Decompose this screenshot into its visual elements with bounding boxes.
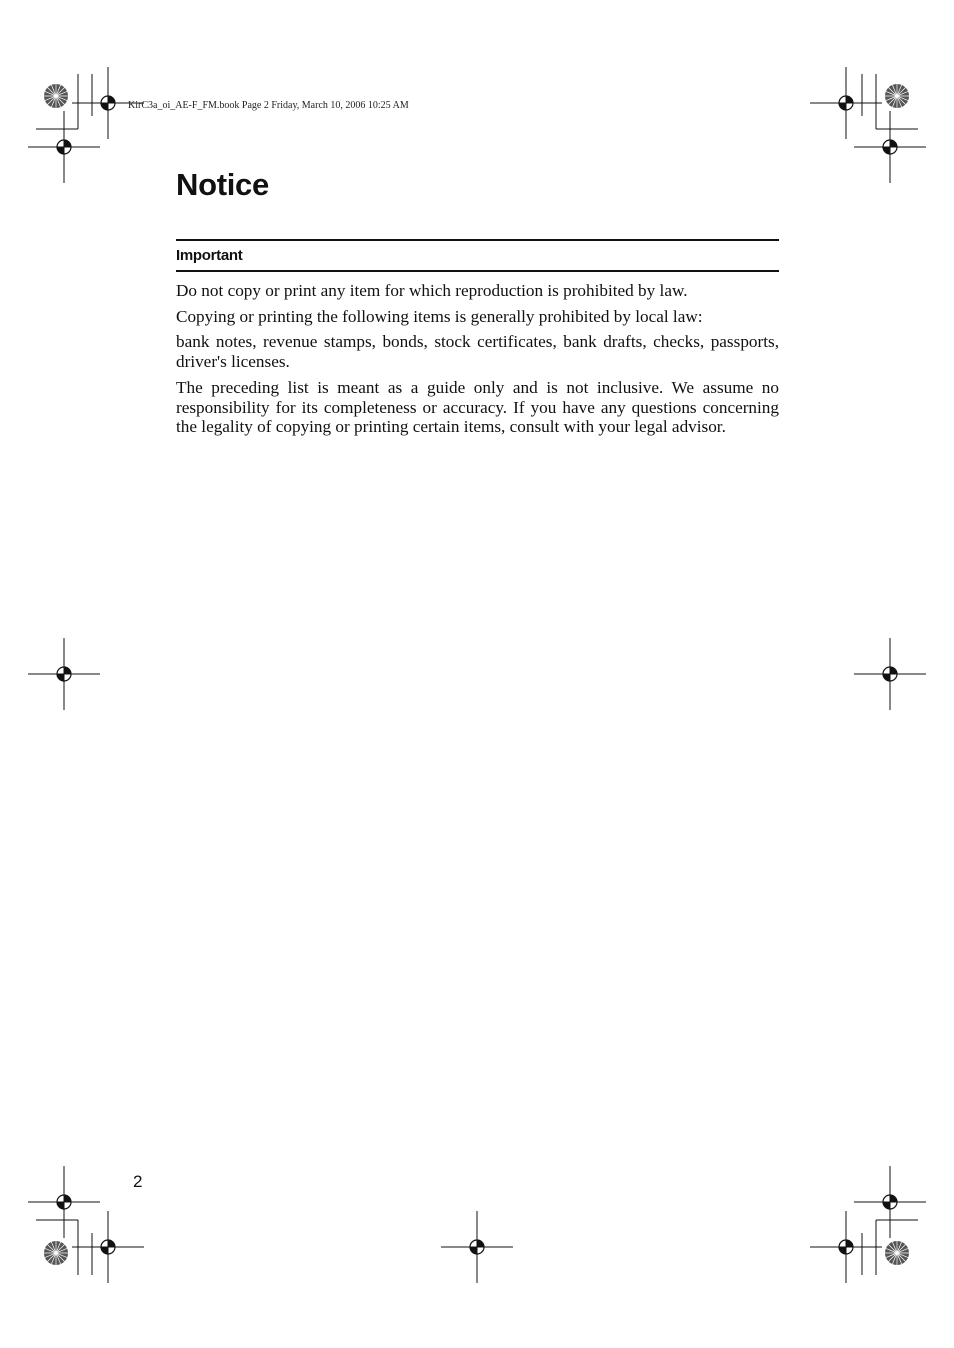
important-label: Important	[176, 247, 243, 264]
registration-mark-top-right	[810, 67, 882, 139]
registration-mark-left-lower	[28, 1166, 100, 1238]
color-wheel-mark-top-right	[885, 84, 909, 108]
important-heading-box	[176, 239, 779, 272]
file-info-header: KirC3a_oi_AE-F_FM.book Page 2 Friday, March 10, 2006 10:25 AM	[128, 100, 409, 111]
registration-mark-bottom-center	[441, 1211, 513, 1283]
color-wheel-mark-top-left	[44, 84, 68, 108]
paragraph-item-list: bank notes, revenue stamps, bonds, stock certificates, bank drafts, checks, passports, driver's licenses.	[176, 332, 779, 372]
paragraph-disclaimer: The preceding list is meant as a guide only and is not inclusive. We assume no responsibility for its completeness or accuracy. If you have any questions concerning the legality of copying or printing certain items, consult with your legal advisor.	[176, 377, 779, 437]
paragraph-local-law: Copying or printing the following items is generally prohibited by local law:	[176, 306, 703, 326]
registration-mark-right-lower	[854, 1166, 926, 1238]
registration-mark-right-upper	[854, 111, 926, 183]
color-wheel-mark-bottom-left	[44, 1241, 68, 1265]
page-number: 2	[133, 1172, 143, 1191]
registration-mark-left-middle	[28, 638, 100, 710]
color-wheel-mark-bottom-right	[885, 1241, 909, 1265]
registration-mark-right-middle	[854, 638, 926, 710]
registration-mark-bottom-right	[810, 1211, 882, 1283]
page-title: Notice	[176, 167, 269, 202]
notice-body	[176, 281, 779, 443]
registration-mark-bottom-left	[72, 1211, 144, 1283]
paragraph-prohibited: Do not copy or print any item for which reproduction is prohibited by law.	[176, 281, 688, 300]
registration-mark-left-upper	[28, 111, 100, 183]
